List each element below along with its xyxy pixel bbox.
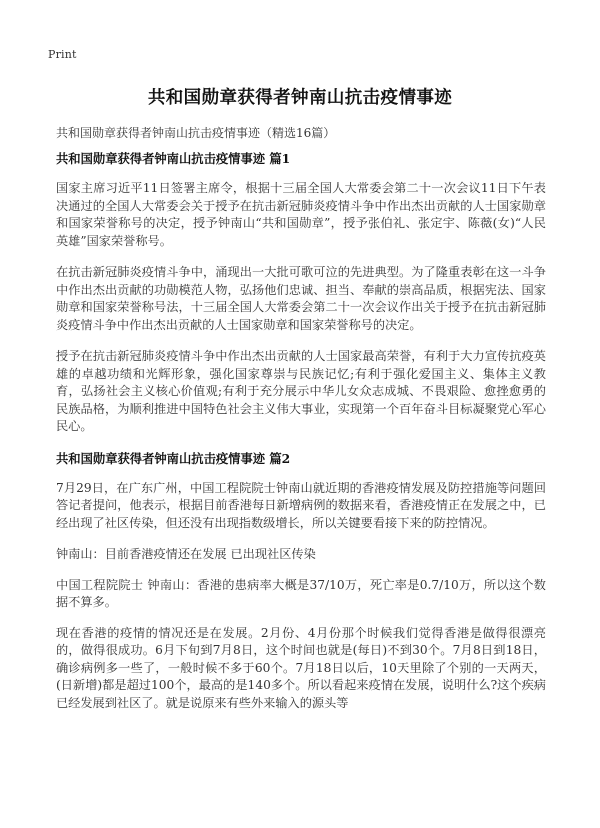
page-subtitle: 共和国勋章获得者钟南山抗击疫情事迹（精选16篇） [56,126,336,140]
section-2 [56,450,546,713]
paragraph: 现在香港的疫情的情况还是在发展。2月份、4月份那个时候我们觉得香港是做得很漂亮的，做得很成功。6月下旬到7月8日，这个时间也就是(每日)不到30个。7月8日到18日，确诊病例多一些了，一般时候不多于60个。7月18日以后，10天里除了个别的一天两天，(日新增)都是超过100个，最高的是140多个。所以看起来疫情在发展，说明什么?这个疾病已经发展到社区了。就是说原来有些外来输入的源头等 [56,625,546,710]
page-title: 共和国勋章获得者钟南山抗击疫情事迹 [147,88,453,108]
section-1 [56,150,546,436]
paragraph: 国家主席习近平11日签署主席令，根据十三届全国人大常委会第二十一次会议11日下午表决通过的全国人大常委会关于授予在抗击新冠肺炎疫情斗争中作出杰出贡献的人士国家勋章和国家荣誉称号的决定，授予钟南山“共和国勋章”，授予张伯礼、张定宇、陈薇(女)“人民英雄”国家荣誉称号。 [56,181,546,248]
paragraph: 钟南山：目前香港疫情还在发展 已出现社区传染 [56,547,316,561]
paragraph: 中国工程院院士 钟南山：香港的患病率大概是37/10万，死亡率是0.7/10万，所以这个数据不算多。 [56,577,546,609]
section-heading: 共和国勋章获得者钟南山抗击疫情事迹 篇1 [56,151,291,166]
document-body [56,150,546,726]
print-label: Print [48,48,77,61]
paragraph: 授予在抗击新冠肺炎疫情斗争中作出杰出贡献的人士国家最高荣誉，有利于大力宣传抗疫英雄的卓越功绩和光辉形象，强化国家尊崇与民族记忆;有利于强化爱国主义、集体主义教育，弘扬社会主义核心价值观;有利于充分展示中华儿女众志成城、不畏艰险、愈挫愈勇的民族品格，为顺利推进中国特色社会主义伟大事业，实现第一个百年奋斗目标凝聚党心军心民心。 [56,349,546,433]
paragraph: 在抗击新冠肺炎疫情斗争中，涌现出一大批可歌可泣的先进典型。为了隆重表彰在这一斗争中作出杰出贡献的功勋模范人物，弘扬他们忠诚、担当、奉献的崇高品质，根据宪法、国家勋章和国家荣誉称号法，十三届全国人大常委会第二十一次会议作出关于授予在抗击新冠肺炎疫情斗争中作出杰出贡献的人士国家勋章和国家荣誉称号的决定。 [56,265,546,332]
paragraph: 7月29日，在广东广州，中国工程院院士钟南山就近期的香港疫情发展及防控措施等问题回答记者提问，他表示，根据目前香港每日新增病例的数据来看，香港疫情正在发展之中，已经出现了社区传染，但还没有出现指数级增长，所以关键要看接下来的防控情况。 [56,480,546,530]
section-heading: 共和国勋章获得者钟南山抗击疫情事迹 篇2 [56,450,291,466]
